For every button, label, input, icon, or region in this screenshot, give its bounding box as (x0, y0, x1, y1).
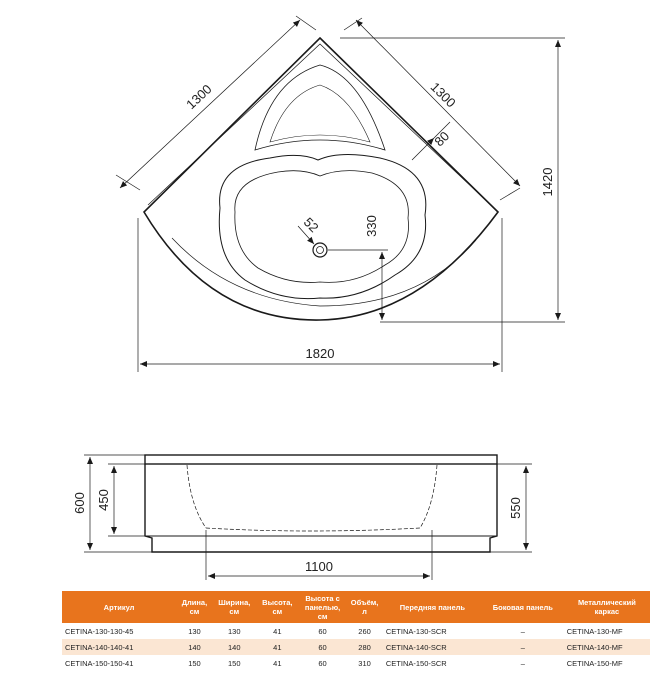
label-width: 1820 (305, 346, 335, 361)
label-total-height: 600 (72, 492, 87, 514)
cell-front-panel: CETINA-150-SCR (385, 658, 447, 668)
cell-height-with-panel: 60 (318, 626, 327, 636)
label-base-length: 1100 (305, 559, 333, 574)
header-length: Длина, см (176, 591, 213, 623)
label-inner-height: 450 (96, 489, 111, 511)
label-drain-diameter: 52 (300, 214, 322, 236)
cell-height: 41 (273, 626, 282, 636)
tub-top-rim (145, 455, 497, 464)
side-view (145, 455, 497, 552)
header-height-with-panel: Высота с панелью, см (299, 591, 346, 623)
label-right-height: 550 (508, 497, 523, 519)
drain (313, 243, 327, 257)
cell-length: 150 (188, 658, 201, 668)
top-view (144, 38, 498, 320)
side-dimension-labels (72, 489, 523, 574)
cell-width: 140 (213, 639, 256, 655)
table-row (62, 639, 650, 655)
label-height: 1420 (540, 167, 555, 197)
basin-outer (219, 154, 426, 298)
cell-height: 41 (256, 639, 299, 655)
cell-height: 41 (273, 658, 282, 668)
header-width: Ширина, см (213, 591, 256, 623)
cell-metal-frame: CETINA-150-MF (566, 658, 623, 668)
table-header-row (62, 591, 650, 623)
cell-article: CETINA-130-130-45 (65, 626, 134, 636)
cell-length: 140 (176, 639, 213, 655)
basin-profile-right (420, 465, 437, 528)
cell-article: CETINA-140-140-41 (62, 639, 176, 655)
header-side-panel: Боковая панель (482, 591, 564, 623)
basin-floor (206, 528, 420, 531)
cell-front-panel: CETINA-140-SCR (383, 639, 482, 655)
armrest-top (255, 65, 385, 150)
cell-length: 130 (188, 626, 201, 636)
cell-volume: 260 (358, 626, 371, 636)
drain-inner (317, 247, 324, 254)
basin-inner (235, 171, 409, 283)
basin-profile-left (187, 465, 206, 528)
tub-rim-inner (148, 44, 493, 207)
top-dimension-labels (183, 79, 555, 361)
header-height: Высота, см (256, 591, 299, 623)
header-volume: Объём, л (346, 591, 383, 623)
dim-line-left-1300 (120, 20, 300, 188)
tub-outline (144, 38, 498, 320)
spec-table (62, 591, 650, 671)
cell-width: 150 (228, 658, 241, 668)
header-article: Артикул (62, 591, 176, 623)
table-row (62, 623, 650, 639)
header-metal-frame: Металлический каркас (564, 591, 650, 623)
label-drain-offset: 330 (364, 215, 379, 237)
cell-volume: 280 (346, 639, 383, 655)
table-row (62, 655, 650, 671)
label-side-left: 1300 (183, 81, 215, 113)
cell-metal-frame: CETINA-130-MF (566, 626, 623, 636)
armrest-top-inner (270, 85, 370, 142)
cell-side-panel: – (482, 639, 564, 655)
label-rim: 80 (431, 128, 453, 150)
tub-outer-curve (172, 238, 476, 306)
cell-metal-frame: CETINA-140-MF (564, 639, 650, 655)
tub-body (145, 464, 497, 552)
cell-front-panel: CETINA-130-SCR (385, 626, 447, 636)
label-side-right: 1300 (427, 79, 459, 111)
header-front-panel: Передняя панель (383, 591, 482, 623)
dim-line-right-1300 (356, 20, 520, 186)
cell-side-panel: – (520, 658, 525, 668)
cell-height-with-panel: 60 (299, 639, 346, 655)
cell-volume: 310 (358, 658, 371, 668)
cell-side-panel: – (520, 626, 525, 636)
cell-article: CETINA-150-150-41 (65, 658, 134, 668)
cell-width: 130 (228, 626, 241, 636)
cell-height-with-panel: 60 (318, 658, 327, 668)
